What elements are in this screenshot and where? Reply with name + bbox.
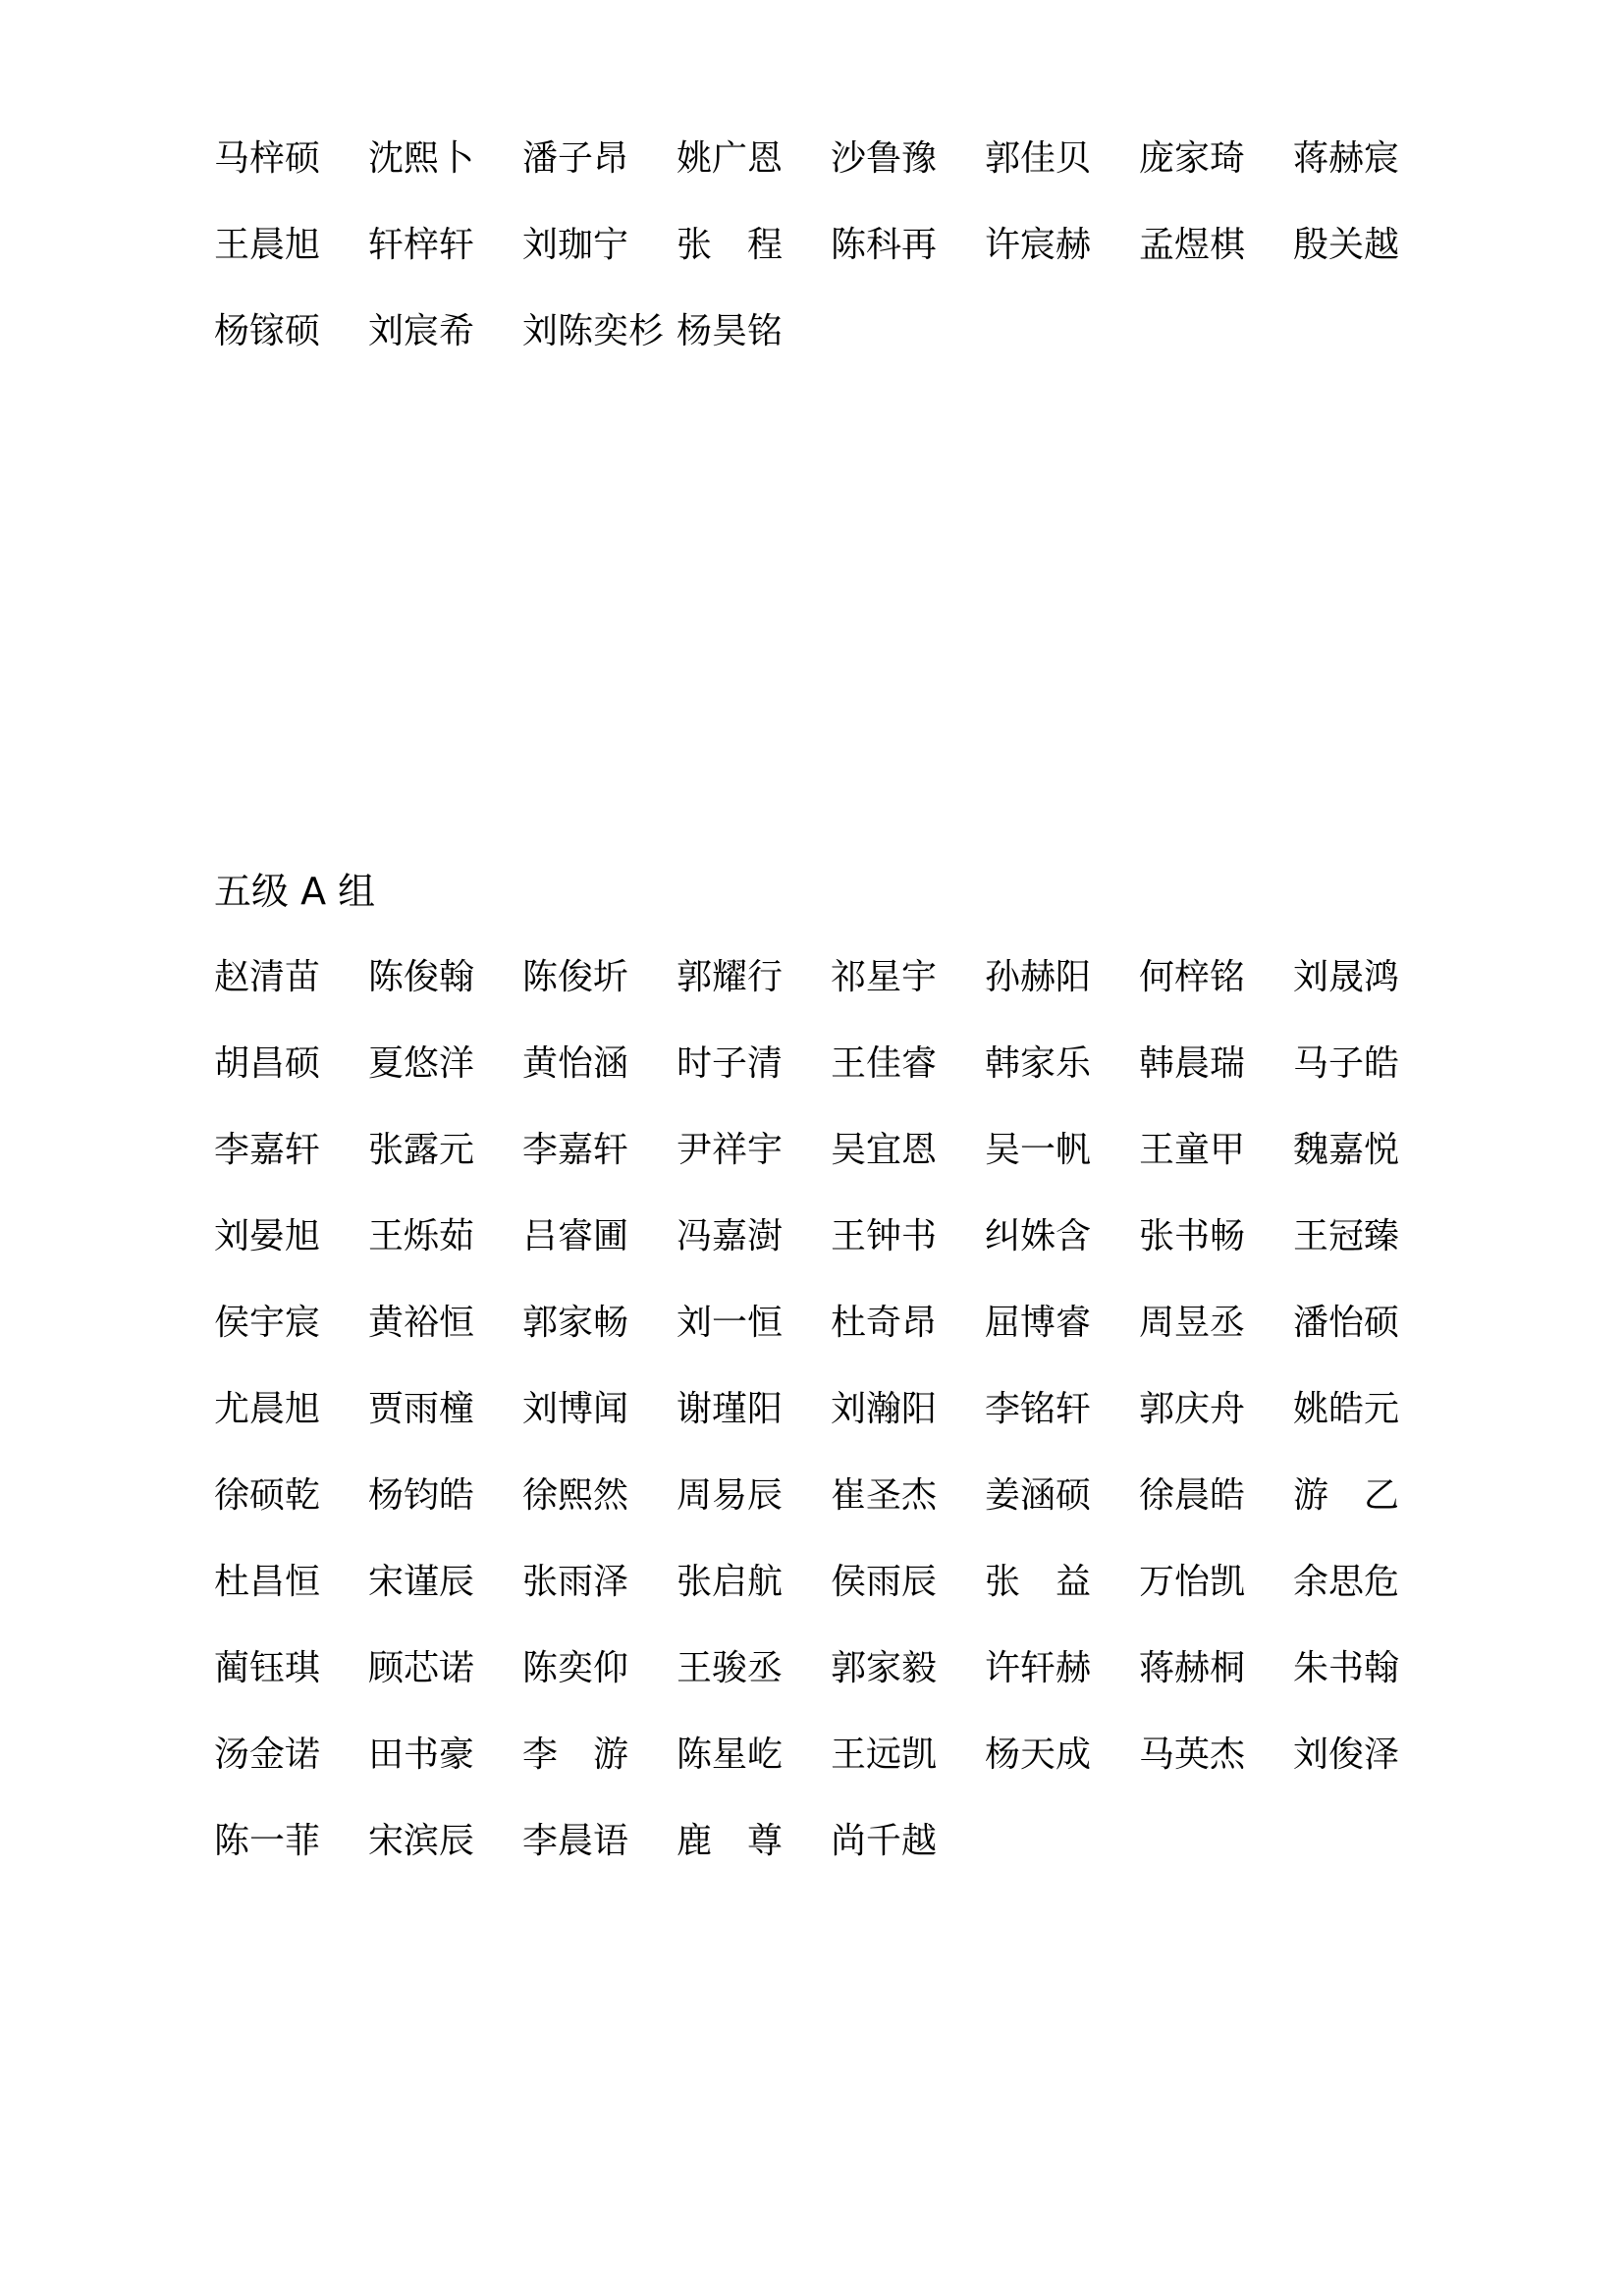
- name-entry: 庞家琦: [1139, 138, 1246, 179]
- name-entry: 张 益: [985, 1562, 1092, 1602]
- name-entry: 王佳睿: [831, 1043, 938, 1084]
- name-entry: 杜奇昂: [831, 1303, 938, 1343]
- name-entry: 顾芯诺: [368, 1648, 475, 1688]
- name-entry: 纠姝含: [985, 1216, 1092, 1256]
- name-entry: 冯嘉澍: [677, 1216, 784, 1256]
- name-entry: 姚广恩: [677, 138, 784, 179]
- name-entry: 刘晟鸿: [1293, 957, 1400, 997]
- name-entry: 姜涵硕: [985, 1475, 1092, 1516]
- name-entry: 尚千越: [831, 1821, 938, 1861]
- name-entry: 刘晏旭: [214, 1216, 321, 1256]
- name-entry: 郭庆舟: [1139, 1389, 1246, 1429]
- name-entry: 王远凯: [831, 1735, 938, 1775]
- name-entry: 张雨泽: [522, 1562, 629, 1602]
- name-entry: 张 程: [677, 225, 784, 265]
- name-grid-group-5a: [214, 948, 1432, 1898]
- name-entry: 杜昌恒: [214, 1562, 321, 1602]
- name-entry: 沈熙卜: [368, 138, 475, 179]
- name-entry: 马梓硕: [214, 138, 321, 179]
- name-entry: 杨钧皓: [368, 1475, 475, 1516]
- name-entry: 徐晨皓: [1139, 1475, 1246, 1516]
- name-entry: 刘陈奕杉: [522, 311, 665, 351]
- name-entry: 杨天成: [985, 1735, 1092, 1775]
- name-entry: 姚皓元: [1293, 1389, 1400, 1429]
- name-entry: 侯宇宸: [214, 1303, 321, 1343]
- name-entry: 张启航: [677, 1562, 784, 1602]
- name-entry: 朱书翰: [1293, 1648, 1400, 1688]
- name-entry: 陈俊圻: [522, 957, 629, 997]
- name-entry: 何梓铭: [1139, 957, 1246, 997]
- name-entry: 余思危: [1293, 1562, 1400, 1602]
- name-entry: 李晨语: [522, 1821, 629, 1861]
- name-entry: 李嘉轩: [522, 1130, 629, 1170]
- name-entry: 许轩赫: [985, 1648, 1092, 1688]
- name-entry: 汤金诺: [214, 1735, 321, 1775]
- name-entry: 孙赫阳: [985, 957, 1092, 997]
- name-entry: 杨镓硕: [214, 311, 321, 351]
- section-title: 五级 A 组: [214, 870, 376, 913]
- name-entry: 陈俊翰: [368, 957, 475, 997]
- name-grid-top: [214, 130, 1432, 389]
- name-entry: 杨昊铭: [677, 311, 784, 351]
- name-entry: 屈博睿: [985, 1303, 1092, 1343]
- name-entry: 轩梓轩: [368, 225, 475, 265]
- name-entry: 郭佳贝: [985, 138, 1092, 179]
- name-entry: 宋滨辰: [368, 1821, 475, 1861]
- name-entry: 陈一菲: [214, 1821, 321, 1861]
- name-entry: 宋谨辰: [368, 1562, 475, 1602]
- name-entry: 时子清: [677, 1043, 784, 1084]
- name-entry: 沙鲁豫: [831, 138, 938, 179]
- name-entry: 刘珈宁: [522, 225, 629, 265]
- name-entry: 田书豪: [368, 1735, 475, 1775]
- name-entry: 郭家毅: [831, 1648, 938, 1688]
- name-entry: 郭家畅: [522, 1303, 629, 1343]
- name-entry: 万怡凯: [1139, 1562, 1246, 1602]
- name-entry: 王童甲: [1139, 1130, 1246, 1170]
- name-entry: 谢瑾阳: [677, 1389, 784, 1429]
- name-entry: 贾雨橦: [368, 1389, 475, 1429]
- name-entry: 鹿 尊: [677, 1821, 784, 1861]
- group-5a-section: [214, 866, 1432, 1898]
- name-entry: 蔺钰琪: [214, 1648, 321, 1688]
- name-entry: 刘俊泽: [1293, 1735, 1400, 1775]
- name-entry: 魏嘉悦: [1293, 1130, 1400, 1170]
- name-entry: 吴宜恩: [831, 1130, 938, 1170]
- name-entry: 刘宸希: [368, 311, 475, 351]
- name-entry: 周昱丞: [1139, 1303, 1246, 1343]
- name-entry: 李嘉轩: [214, 1130, 321, 1170]
- name-entry: 郭耀行: [677, 957, 784, 997]
- name-entry: 刘博闻: [522, 1389, 629, 1429]
- name-entry: 祁星宇: [831, 957, 938, 997]
- name-entry: 徐硕乾: [214, 1475, 321, 1516]
- name-entry: 张露元: [368, 1130, 475, 1170]
- name-entry: 李 游: [522, 1735, 629, 1775]
- name-entry: 崔圣杰: [831, 1475, 938, 1516]
- name-entry: 刘一恒: [677, 1303, 784, 1343]
- name-entry: 徐熙然: [522, 1475, 629, 1516]
- name-entry: 夏悠洋: [368, 1043, 475, 1084]
- name-entry: 游 乙: [1293, 1475, 1400, 1516]
- name-entry: 韩晨瑞: [1139, 1043, 1246, 1084]
- name-entry: 周易辰: [677, 1475, 784, 1516]
- name-entry: 马子皓: [1293, 1043, 1400, 1084]
- name-entry: 孟煜棋: [1139, 225, 1246, 265]
- name-entry: 马英杰: [1139, 1735, 1246, 1775]
- name-entry: 王烁茹: [368, 1216, 475, 1256]
- name-entry: 吕睿圃: [522, 1216, 629, 1256]
- name-entry: 韩家乐: [985, 1043, 1092, 1084]
- name-entry: 蒋赫桐: [1139, 1648, 1246, 1688]
- name-entry: 王冠臻: [1293, 1216, 1400, 1256]
- name-entry: 陈星屹: [677, 1735, 784, 1775]
- name-entry: 王晨旭: [214, 225, 321, 265]
- name-entry: 蒋赫宸: [1293, 138, 1400, 179]
- name-entry: 许宸赫: [985, 225, 1092, 265]
- name-entry: 黄怡涵: [522, 1043, 629, 1084]
- name-entry: 张书畅: [1139, 1216, 1246, 1256]
- name-entry: 尹祥宇: [677, 1130, 784, 1170]
- name-entry: 李铭轩: [985, 1389, 1092, 1429]
- name-entry: 殷关越: [1293, 225, 1400, 265]
- name-entry: 王钟书: [831, 1216, 938, 1256]
- name-entry: 赵清苗: [214, 957, 321, 997]
- name-entry: 潘怡硕: [1293, 1303, 1400, 1343]
- name-list-continued: [214, 130, 1432, 389]
- name-entry: 黄裕恒: [368, 1303, 475, 1343]
- name-entry: 王骏丞: [677, 1648, 784, 1688]
- name-entry: 陈科再: [831, 225, 938, 265]
- name-entry: 吴一帆: [985, 1130, 1092, 1170]
- name-entry: 陈奕仰: [522, 1648, 629, 1688]
- name-entry: 刘瀚阳: [831, 1389, 938, 1429]
- name-entry: 潘子昂: [522, 138, 629, 179]
- name-entry: 侯雨辰: [831, 1562, 938, 1602]
- name-entry: 胡昌硕: [214, 1043, 321, 1084]
- name-entry: 尤晨旭: [214, 1389, 321, 1429]
